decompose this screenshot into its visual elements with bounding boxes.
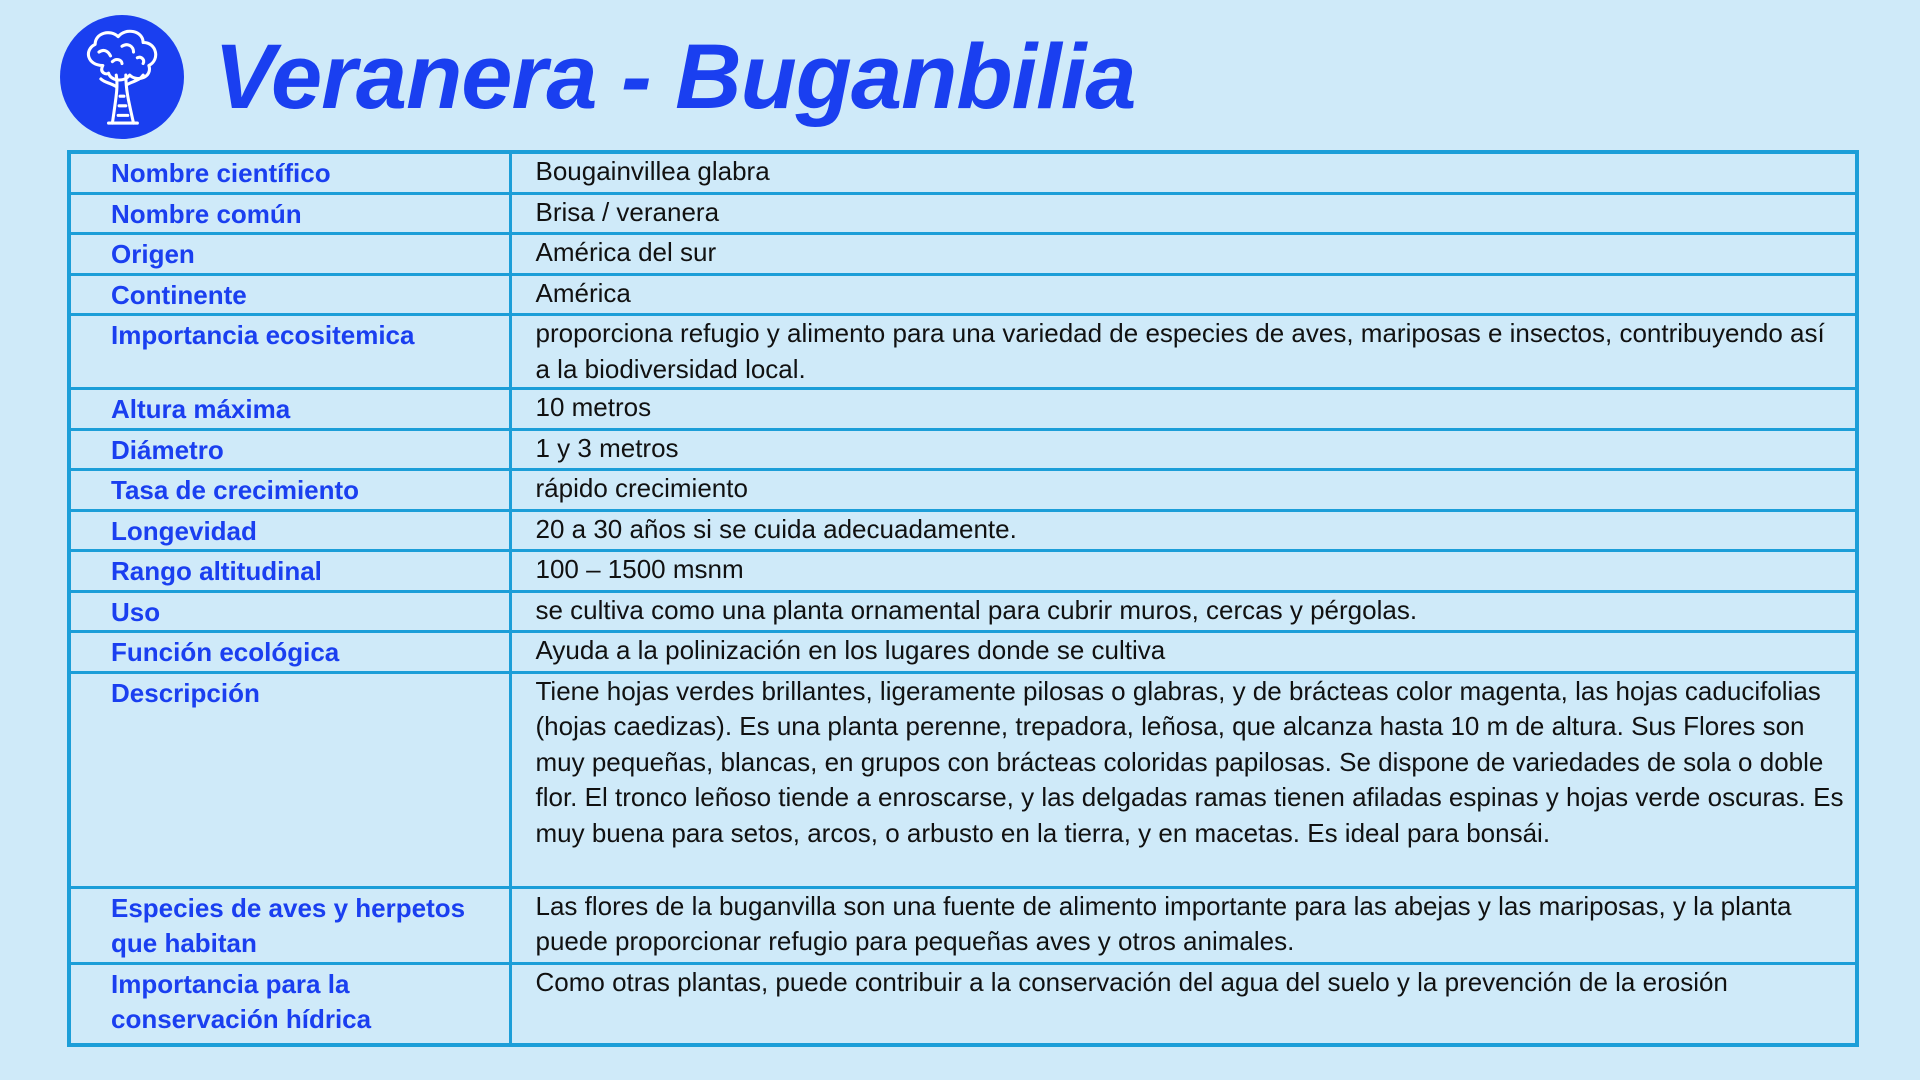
row-label: Altura máxima bbox=[69, 389, 510, 430]
table-row bbox=[69, 963, 1857, 1045]
row-value: Bougainvillea glabra bbox=[510, 152, 1857, 193]
row-label: Especies de aves y herpetos que habitan bbox=[69, 887, 510, 963]
table-row bbox=[69, 389, 1857, 430]
row-label: Diámetro bbox=[69, 429, 510, 470]
tree-logo bbox=[60, 15, 184, 139]
row-value: Tiene hojas verdes brillantes, ligeramente pilosas o glabras, y de brácteas color magenta, las hojas caducifolias (hojas caedizas). Es una planta perenne, trepadora, leñosa, que alcanza hasta 10 m de altura. Sus Flores son muy pequeñas, blancas, en grupos con brácteas coloridas papilosas. Se dispone de variedades de sola o doble flor. El tronco leñoso tiende a enroscarse, y las delgadas ramas tienen afiladas espinas y hojas verde oscuras. Es muy buena para setos, arcos, o arbusto en la tierra, y en macetas. Es ideal para bonsái. bbox=[510, 672, 1857, 887]
row-label: Nombre común bbox=[69, 193, 510, 234]
row-value: Brisa / veranera bbox=[510, 193, 1857, 234]
row-label: Función ecológica bbox=[69, 632, 510, 673]
row-label: Tasa de crecimiento bbox=[69, 470, 510, 511]
row-label: Longevidad bbox=[69, 510, 510, 551]
row-label: Descripción bbox=[69, 672, 510, 887]
row-label: Uso bbox=[69, 591, 510, 632]
table-row bbox=[69, 510, 1857, 551]
row-value: Como otras plantas, puede contribuir a la conservación del agua del suelo y la prevención de la erosión bbox=[510, 963, 1857, 1045]
table-row bbox=[69, 152, 1857, 193]
row-value: América bbox=[510, 274, 1857, 315]
row-value: Ayuda a la polinización en los lugares donde se cultiva bbox=[510, 632, 1857, 673]
row-value: 20 a 30 años si se cuida adecuadamente. bbox=[510, 510, 1857, 551]
table-row bbox=[69, 551, 1857, 592]
table-row bbox=[69, 672, 1857, 887]
row-value: rápido crecimiento bbox=[510, 470, 1857, 511]
table-row bbox=[69, 632, 1857, 673]
row-label: Origen bbox=[69, 234, 510, 275]
row-value: América del sur bbox=[510, 234, 1857, 275]
table-row bbox=[69, 429, 1857, 470]
info-table bbox=[67, 150, 1859, 1047]
row-label: Rango altitudinal bbox=[69, 551, 510, 592]
page-title: Veranera - Buganbilia bbox=[214, 26, 1136, 128]
table-row bbox=[69, 591, 1857, 632]
table-row bbox=[69, 193, 1857, 234]
row-label: Importancia para la conservación hídrica bbox=[69, 963, 510, 1045]
table-row bbox=[69, 274, 1857, 315]
header bbox=[60, 14, 1135, 140]
row-value: proporciona refugio y alimento para una variedad de especies de aves, mariposas e insectos, contribuyendo así a la biodiversidad local. bbox=[510, 315, 1857, 389]
row-value: Las flores de la buganvilla son una fuente de alimento importante para las abejas y las mariposas, y la planta puede proporcionar refugio para pequeñas aves y otros animales. bbox=[510, 887, 1857, 963]
tree-icon bbox=[74, 27, 170, 127]
row-value: 1 y 3 metros bbox=[510, 429, 1857, 470]
table-row bbox=[69, 887, 1857, 963]
row-value: 10 metros bbox=[510, 389, 1857, 430]
table-row bbox=[69, 315, 1857, 389]
row-value: se cultiva como una planta ornamental para cubrir muros, cercas y pérgolas. bbox=[510, 591, 1857, 632]
row-label: Nombre científico bbox=[69, 152, 510, 193]
row-value: 100 – 1500 msnm bbox=[510, 551, 1857, 592]
row-label: Continente bbox=[69, 274, 510, 315]
table-row bbox=[69, 234, 1857, 275]
row-label: Importancia ecositemica bbox=[69, 315, 510, 389]
table-row bbox=[69, 470, 1857, 511]
